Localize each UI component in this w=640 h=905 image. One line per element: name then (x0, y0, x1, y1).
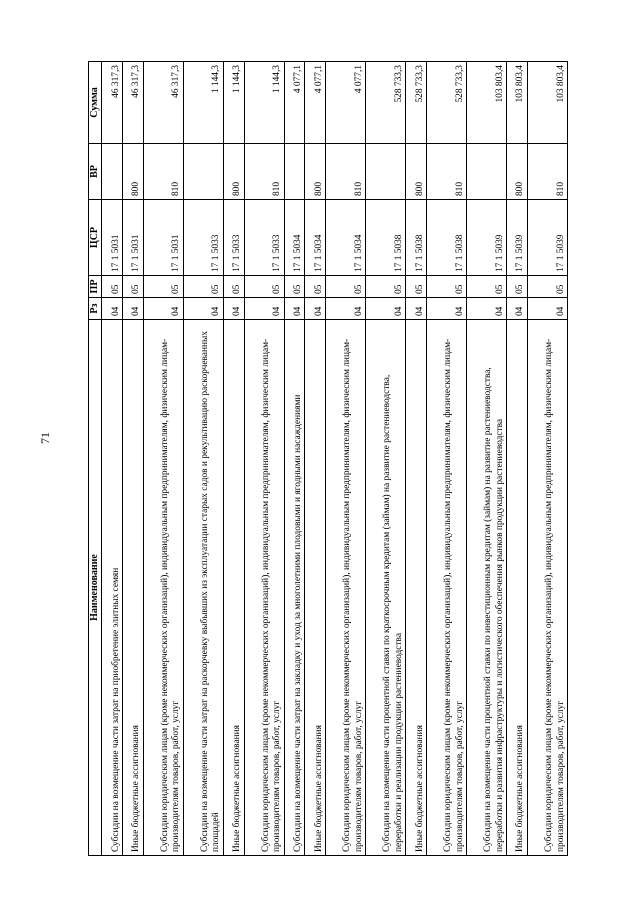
row-pr: 05 (143, 276, 183, 298)
table-row (507, 62, 528, 856)
table-header-row (89, 62, 102, 856)
row-rz: 04 (223, 298, 244, 320)
row-sum: 4 077,1 (284, 62, 305, 144)
row-sum: 528 733,3 (427, 62, 467, 144)
row-name: Субсидии юридическим лицам (кроме некоммерческих организаций), индивидуальным предпринимателям, физическим лицам-производителям товаров, работ, услуг (244, 320, 284, 856)
table-row (326, 62, 366, 856)
row-vr: 800 (223, 144, 244, 200)
budget-table-container (88, 62, 568, 856)
row-pr: 05 (326, 276, 366, 298)
row-vr: 810 (326, 144, 366, 200)
row-sum: 46 317,3 (123, 62, 144, 144)
row-name: Иные бюджетные ассигнования (507, 320, 528, 856)
row-csr: 17 1 5038 (427, 200, 467, 276)
row-rz: 04 (102, 298, 123, 320)
table-row (143, 62, 183, 856)
row-vr: 810 (427, 144, 467, 200)
row-csr: 17 1 5033 (244, 200, 284, 276)
row-csr: 17 1 5031 (143, 200, 183, 276)
row-pr: 05 (102, 276, 123, 298)
budget-table (88, 61, 568, 856)
row-name: Субсидии юридическим лицам (кроме некоммерческих организаций), индивидуальным предпринимателям, физическим лицам-производителям товаров, работ, услуг (427, 320, 467, 856)
row-rz: 04 (284, 298, 305, 320)
row-rz: 04 (406, 298, 427, 320)
header-csr: ЦСР (89, 200, 102, 276)
row-rz: 04 (467, 298, 507, 320)
row-name: Субсидии юридическим лицам (кроме некоммерческих организаций), индивидуальным предпринимателям, физическим лицам-производителям товаров, работ, услуг (326, 320, 366, 856)
row-name: Иные бюджетные ассигнования (223, 320, 244, 856)
row-pr: 05 (406, 276, 427, 298)
row-name: Субсидии юридическим лицам (кроме некоммерческих организаций), индивидуальным предпринимателям, физическим лицам-производителям товаров, работ, услуг (143, 320, 183, 856)
row-rz: 04 (143, 298, 183, 320)
row-sum: 1 144,3 (183, 62, 223, 144)
row-name: Субсидии на возмещение части затрат на раскорчевку выбывших из эксплуатации старых садов и рекультивацию раскорчеванных площадей (183, 320, 223, 856)
row-sum: 528 733,3 (366, 62, 406, 144)
row-pr: 05 (366, 276, 406, 298)
row-vr: 810 (244, 144, 284, 200)
row-vr: 810 (143, 144, 183, 200)
row-name: Субсидии на возмещение части процентной ставки по краткосрочным кредитам (займам) на развитие растениеводства, переработки и реализации продукции растениеводства (366, 320, 406, 856)
row-csr: 17 1 5034 (284, 200, 305, 276)
row-csr: 17 1 5033 (183, 200, 223, 276)
row-pr: 05 (244, 276, 284, 298)
table-row (527, 62, 567, 856)
table-row (244, 62, 284, 856)
row-csr: 17 1 5034 (305, 200, 326, 276)
row-pr: 05 (123, 276, 144, 298)
row-sum: 103 803,4 (507, 62, 528, 144)
row-vr: 800 (123, 144, 144, 200)
row-sum: 528 733,3 (406, 62, 427, 144)
row-csr: 17 1 5033 (223, 200, 244, 276)
row-csr: 17 1 5039 (507, 200, 528, 276)
table-row (284, 62, 305, 856)
row-name: Иные бюджетные ассигнования (305, 320, 326, 856)
row-rz: 04 (507, 298, 528, 320)
table-row (366, 62, 406, 856)
table-row (223, 62, 244, 856)
row-rz: 04 (427, 298, 467, 320)
row-vr: 800 (305, 144, 326, 200)
table-row (305, 62, 326, 856)
row-vr (102, 144, 123, 200)
header-name: Наименование (89, 320, 102, 856)
row-sum: 1 144,3 (244, 62, 284, 144)
table-row (183, 62, 223, 856)
table-row (102, 62, 123, 856)
row-vr: 800 (406, 144, 427, 200)
row-pr: 05 (467, 276, 507, 298)
row-rz: 04 (326, 298, 366, 320)
row-pr: 05 (183, 276, 223, 298)
page-number: 71 (38, 432, 52, 444)
table-row (427, 62, 467, 856)
row-pr: 05 (305, 276, 326, 298)
row-vr: 810 (527, 144, 567, 200)
row-pr: 05 (427, 276, 467, 298)
row-name: Иные бюджетные ассигнования (406, 320, 427, 856)
header-pr: ПР (89, 276, 102, 298)
row-csr: 17 1 5038 (366, 200, 406, 276)
table-row (467, 62, 507, 856)
row-vr: 800 (507, 144, 528, 200)
row-vr (366, 144, 406, 200)
row-pr: 05 (284, 276, 305, 298)
row-rz: 04 (366, 298, 406, 320)
row-csr: 17 1 5031 (102, 200, 123, 276)
row-csr: 17 1 5039 (527, 200, 567, 276)
row-pr: 05 (527, 276, 567, 298)
header-sum: Сумма (89, 62, 102, 144)
row-csr: 17 1 5031 (123, 200, 144, 276)
row-csr: 17 1 5038 (406, 200, 427, 276)
row-csr: 17 1 5034 (326, 200, 366, 276)
table-row (123, 62, 144, 856)
row-sum: 4 077,1 (305, 62, 326, 144)
table-row (406, 62, 427, 856)
row-sum: 46 317,3 (102, 62, 123, 144)
row-rz: 04 (305, 298, 326, 320)
row-sum: 103 803,4 (527, 62, 567, 144)
row-name: Субсидии на возмещение части затрат на приобретение элитных семян (102, 320, 123, 856)
row-pr: 05 (223, 276, 244, 298)
row-rz: 04 (527, 298, 567, 320)
row-csr: 17 1 5039 (467, 200, 507, 276)
row-vr (183, 144, 223, 200)
row-sum: 103 803,4 (467, 62, 507, 144)
row-rz: 04 (123, 298, 144, 320)
row-name: Субсидии на возмещение части процентной ставки по инвестиционным кредитам (займам) на развитие растениеводства, переработки и развития инфраструктуры и логистического обеспечения рынков продукции растениеводства (467, 320, 507, 856)
header-rz: Рз (89, 298, 102, 320)
row-name: Субсидии на возмещение части затрат на закладку и уход за многолетними плодовыми и ягодными насаждениями (284, 320, 305, 856)
row-name: Иные бюджетные ассигнования (123, 320, 144, 856)
row-rz: 04 (183, 298, 223, 320)
row-vr (467, 144, 507, 200)
header-vr: ВР (89, 144, 102, 200)
row-sum: 1 144,3 (223, 62, 244, 144)
row-name: Субсидии юридическим лицам (кроме некоммерческих организаций), индивидуальным предпринимателям, физическим лицам-производителям товаров, работ, услуг (527, 320, 567, 856)
row-sum: 4 077,1 (326, 62, 366, 144)
row-sum: 46 317,3 (143, 62, 183, 144)
row-rz: 04 (244, 298, 284, 320)
row-vr (284, 144, 305, 200)
row-pr: 05 (507, 276, 528, 298)
